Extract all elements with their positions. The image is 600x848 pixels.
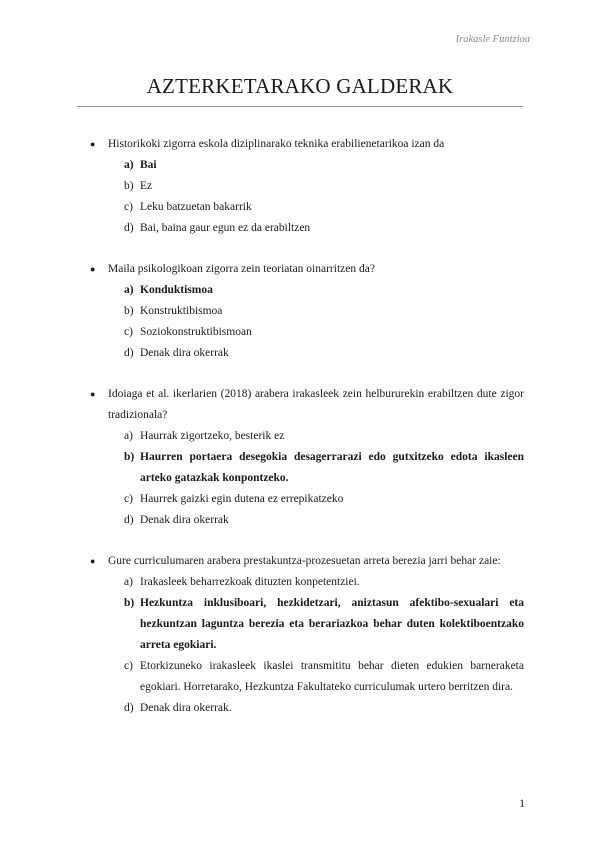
option-letter: b) bbox=[124, 305, 134, 317]
option-d bbox=[90, 510, 524, 531]
option-list bbox=[90, 155, 524, 239]
bullet-icon: ● bbox=[90, 264, 96, 274]
option-letter: a) bbox=[124, 576, 133, 588]
question-text: Historikoki zigorra eskola diziplinarako teknika erabilienetarikoa izan da bbox=[108, 138, 445, 150]
option-list bbox=[90, 426, 524, 531]
option-text: Hezkuntza inklusiboari, hezkidetzari, aniztasun afektibo-sexualari eta hezkuntzan laguntza berezia eta berariazkoa behar duten kolektiboentzako arreta egokiari. bbox=[140, 597, 524, 651]
option-letter: d) bbox=[124, 702, 134, 714]
question-text: Gure curriculumaren arabera prestakuntza-prozesuetan arreta berezia jarri behar zaie: bbox=[108, 555, 501, 567]
option-list bbox=[90, 280, 524, 364]
title-divider bbox=[77, 106, 523, 107]
question-stem bbox=[90, 134, 524, 155]
question-3 bbox=[90, 384, 524, 531]
option-text: Konstruktibismoa bbox=[140, 305, 223, 317]
option-text: Haurrak zigortzeko, besterik ez bbox=[140, 430, 285, 442]
option-a bbox=[90, 155, 524, 176]
option-letter: b) bbox=[124, 180, 134, 192]
option-list bbox=[90, 572, 524, 719]
question-4 bbox=[90, 551, 524, 719]
option-b bbox=[90, 301, 524, 322]
option-letter: b) bbox=[124, 597, 135, 609]
option-d bbox=[90, 343, 524, 364]
question-2 bbox=[90, 259, 524, 364]
option-text: Haurren portaera desegokia desagerrarazi edo gutxitzeko edota ikasleen arteko gatazkak konpontzeko. bbox=[140, 451, 524, 484]
question-text: Maila psikologikoan zigorra zein teoriatan oinarritzen da? bbox=[108, 263, 375, 275]
page-number: 1 bbox=[519, 798, 525, 810]
question-stem bbox=[90, 551, 524, 572]
option-d bbox=[90, 698, 524, 719]
option-d bbox=[90, 218, 524, 239]
question-text: Idoiaga et al. ikerlarien (2018) arabera irakasleek zein helbururekin erabiltzen dute zigor tradizionala? bbox=[108, 388, 524, 421]
option-letter: d) bbox=[124, 514, 134, 526]
option-text: Irakasleek beharrezkoak dituzten konpetentziei. bbox=[140, 576, 360, 588]
option-b bbox=[90, 593, 524, 656]
option-letter: c) bbox=[124, 660, 133, 672]
option-text: Konduktismoa bbox=[140, 284, 213, 296]
option-a bbox=[90, 280, 524, 301]
option-letter: a) bbox=[124, 159, 134, 171]
question-stem bbox=[90, 259, 524, 280]
option-letter: a) bbox=[124, 430, 133, 442]
option-text: Leku batzuetan bakarrik bbox=[140, 201, 252, 213]
running-header: Irakasle Funtzioa bbox=[455, 34, 530, 45]
option-text: Bai, baina gaur egun ez da erabiltzen bbox=[140, 222, 311, 234]
option-text: Denak dira okerrak bbox=[140, 347, 229, 359]
bullet-icon: ● bbox=[90, 389, 96, 399]
option-b bbox=[90, 176, 524, 197]
option-text: Bai bbox=[140, 159, 157, 171]
bullet-icon: ● bbox=[90, 556, 96, 566]
option-text: Denak dira okerrak bbox=[140, 514, 229, 526]
option-text: Ez bbox=[140, 180, 153, 192]
option-letter: c) bbox=[124, 493, 133, 505]
option-c bbox=[90, 656, 524, 698]
question-1 bbox=[90, 134, 524, 239]
option-c bbox=[90, 197, 524, 218]
question-stem bbox=[90, 384, 524, 426]
option-letter: d) bbox=[124, 347, 134, 359]
option-a bbox=[90, 572, 524, 593]
option-letter: b) bbox=[124, 451, 135, 463]
option-text: Soziokonstruktibismoan bbox=[140, 326, 252, 338]
option-letter: a) bbox=[124, 284, 134, 296]
bullet-icon: ● bbox=[90, 139, 96, 149]
option-letter: c) bbox=[124, 201, 133, 213]
option-letter: c) bbox=[124, 326, 133, 338]
page-title: AZTERKETARAKO GALDERAK bbox=[146, 74, 454, 98]
option-c bbox=[90, 489, 524, 510]
option-text: Denak dira okerrak. bbox=[140, 702, 232, 714]
option-a bbox=[90, 426, 524, 447]
option-b bbox=[90, 447, 524, 489]
option-text: Etorkizuneko irakasleek ikaslei transmititu behar dieten edukien barneraketa egokiari. Horretarako, Hezkuntza Fakultateko curriculumak urtero berritzen dira. bbox=[140, 660, 524, 693]
option-text: Haurrek gaizki egin dutena ez errepikatzeko bbox=[140, 493, 344, 505]
option-letter: d) bbox=[124, 222, 134, 234]
option-c bbox=[90, 322, 524, 343]
